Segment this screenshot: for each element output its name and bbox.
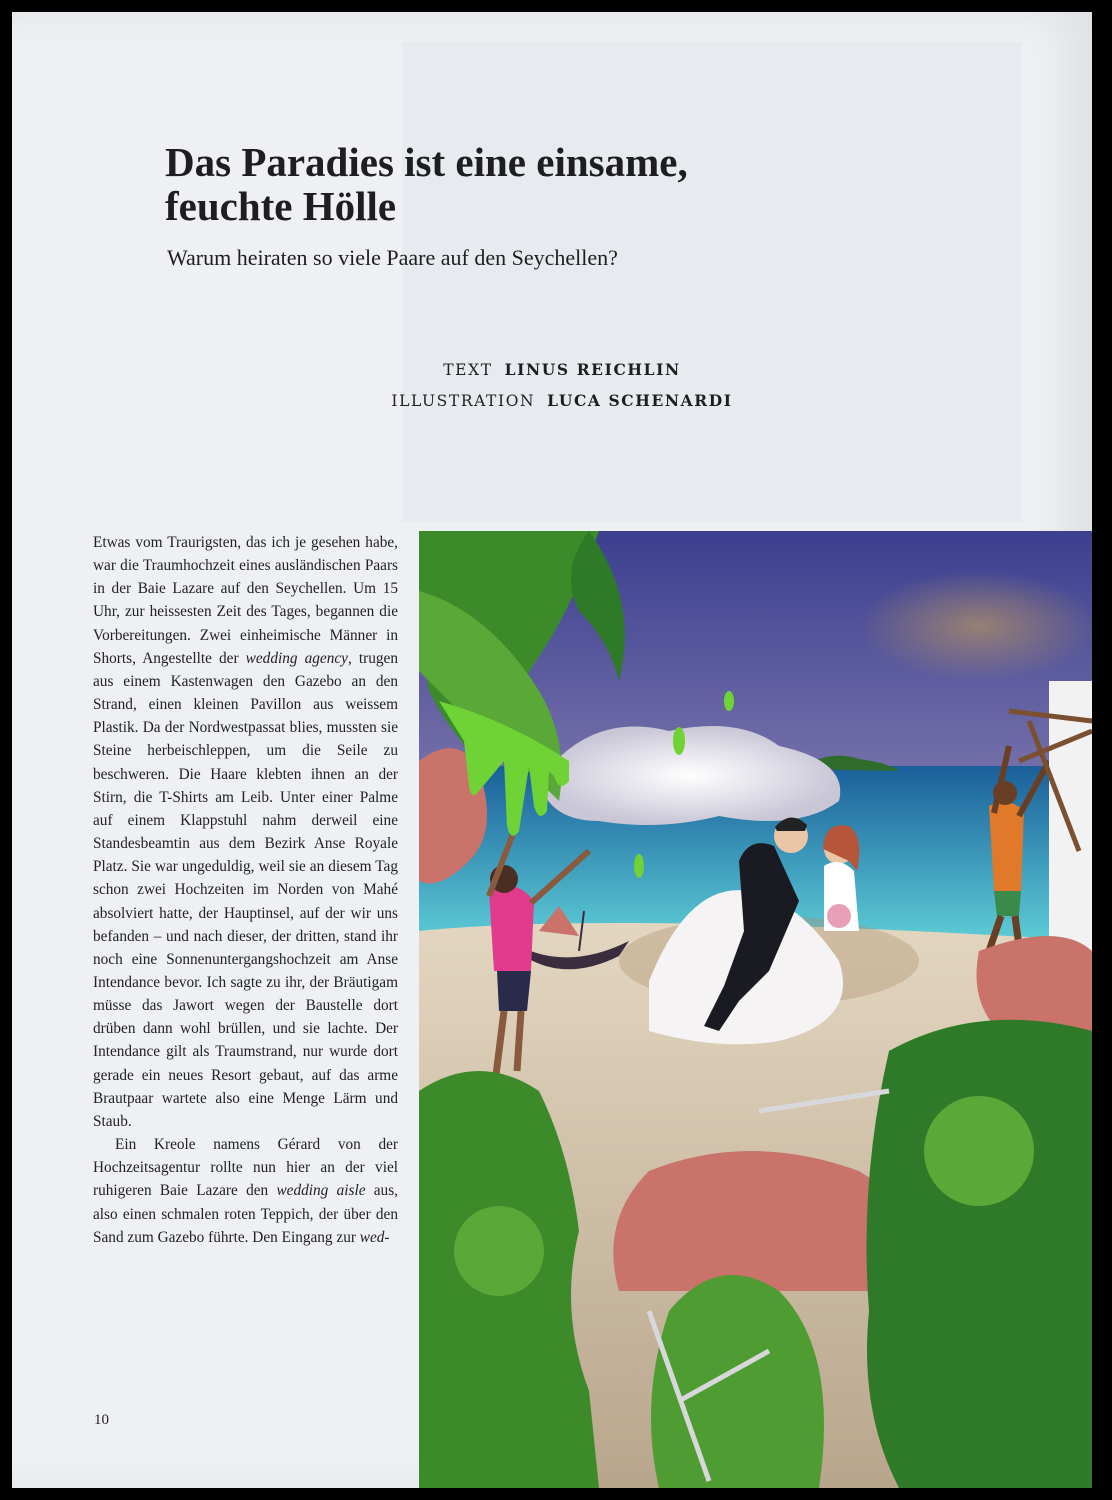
house-wall [1049, 681, 1092, 961]
article-subtitle: Warum heiraten so viele Paare auf den Seychellen? [167, 245, 618, 270]
magazine-page [12, 12, 1092, 1488]
text-run: Etwas vom Traurigsten, das ich je gesehen habe, war die Traumhochzeit eines ausländischen Paars in der Baie Lazare auf den Seychellen. Um 15 Uhr, zur heissesten Zeit des Tages, begannen die Vorbereitungen. Zwei einheimische Männer in Shorts, Angestellte der [93, 534, 398, 667]
italic-run: wedding agency [245, 649, 348, 667]
article-title [165, 140, 865, 228]
title-line-2: feuchte Hölle [165, 183, 397, 229]
page-number: 10 [94, 1412, 109, 1428]
text-run: Ein Kreole namens Gérard von der Hochzeitsagentur rollte nun hier an der viel ruhigeren Baie Lazare den [93, 1136, 398, 1200]
credit-text [342, 360, 782, 379]
tropical-wedding-illustration [419, 531, 1092, 1488]
article-body [93, 531, 398, 1249]
paragraph-2 [93, 1133, 398, 1249]
credit-illustration [342, 391, 782, 410]
italic-run: wedding aisle [276, 1182, 366, 1200]
credit-role: ILLUSTRATION [391, 392, 536, 410]
show-through [402, 42, 1022, 522]
paragraph-1 [93, 531, 398, 1133]
text-run: aus, also einen schmalen roten Teppich, der über den Sand zum Gazebo führte. Den Eingang zur [93, 1182, 398, 1246]
title-line-1: Das Paradies ist eine einsame, [165, 139, 688, 185]
text-run: , trugen aus einem Kastenwagen den Gazebo an den Strand, einen kleinen Pavillon aus weissem Plastik. Da der Nordwestpassat blies, mussten sie Steine herbeischleppen, um die Seile zu beschweren. Die Haare klebten ihnen an der Stirn, die T-Shirts am Leib. Unter einer Palme auf einem Klappstuhl nahm derweil eine Standesbeamtin aus dem Bezirk Anse Royale Platz. Sie war ungeduldig, weil sie an diesem Tag schon zwei Hochzeiten im Norden von Mahé absolviert hatte, der Hauptinsel, auf der wir uns befanden – und nach dieser, der dritten, stand ihr noch eine Sonnenuntergangshochzeit am Anse Intendance bevor. Ich sagte zu ihr, der Bräutigam müsse das Jawort wegen der Baustelle dort drüben dann wohl brüllen, und sie lachte. Der Intendance gilt als Traumstrand, nur wurde dort gerade ein neues Resort gebaut, auf das arme Brautpaar wartete also eine Menge Lärm und Staub. [93, 649, 398, 1130]
italic-run: wed- [359, 1228, 390, 1246]
credit-role: TEXT [443, 361, 493, 379]
credit-author: LINUS REICHLIN [504, 360, 681, 379]
credit-illustrator: LUCA SCHENARDI [547, 391, 733, 410]
